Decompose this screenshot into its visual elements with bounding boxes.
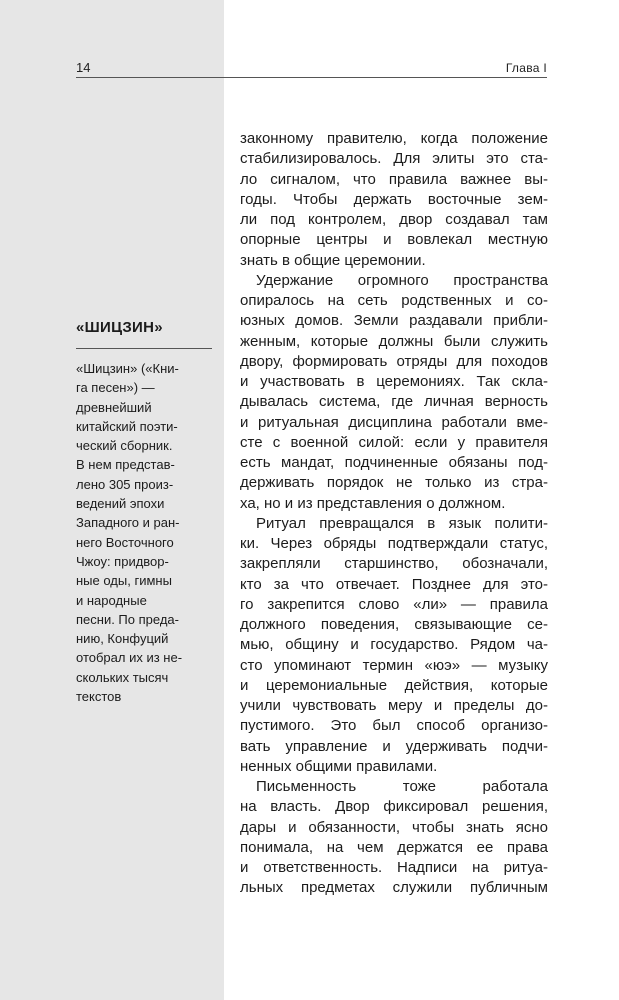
sidenote-line: ческий сборник. [76, 438, 173, 454]
text-line: ненных общими правилами. [240, 757, 438, 775]
text-line: и участвовать в церемониях. Так скла- [240, 373, 548, 390]
sidenote [76, 318, 212, 706]
text-line: годы. Чтобы держать восточные зем- [240, 190, 548, 208]
text-line: Удержание огромного пространства [256, 271, 548, 289]
text-line: знать в общие церемонии. [240, 251, 426, 269]
text-line: пустимого. Это был способ организо- [240, 717, 548, 735]
text-line: есть мандат, подчиненные обязаны под- [240, 454, 548, 471]
sidenote-line: китайский поэти- [76, 418, 178, 434]
sidenote-line: нию, Конфуций [76, 631, 169, 647]
text-line: и ритуальная дисциплина работали вме- [240, 413, 548, 431]
sidenote-line: отобрал их из не- [76, 650, 183, 666]
paragraph [240, 129, 548, 271]
text-line: женным, которые должны были служить [240, 332, 548, 350]
text-line: законному правителю, когда положение [240, 130, 548, 147]
text-line: сте с военной силой: если у правителя [240, 433, 548, 451]
text-line: дывалась система, где личная верность [240, 393, 548, 411]
paragraph [240, 514, 548, 777]
sidenote-body [76, 359, 212, 706]
text-line: понимала, на чем держатся ее права [240, 838, 548, 856]
sidenote-line: древнейший [76, 399, 152, 415]
text-line: юзных домов. Земли раздавали прибли- [240, 312, 548, 330]
text-line: на власть. Двор фиксировал решения, [240, 798, 548, 816]
text-line: ло сигналом, что правила важнее вы- [240, 170, 548, 188]
paragraph [240, 777, 548, 899]
sidenote-line: ные оды, гимны [76, 573, 172, 589]
text-line: кто за что отвечает. Позднее для это- [240, 575, 548, 593]
text-line: опорные центры и вовлекал местную [240, 231, 548, 249]
text-line: двору, формировать отряды для походов [240, 352, 548, 370]
sidenote-line: В нем представ- [76, 457, 175, 473]
paragraph [240, 271, 548, 514]
page-number: 14 [76, 60, 91, 75]
text-line: вать управление и удерживать подчи- [240, 737, 548, 755]
sidenote-line: и народные [76, 592, 147, 608]
text-line: сто упоминают термин «юэ» — музыку [240, 656, 548, 674]
text-line: льных предметах служили публичным [240, 879, 548, 897]
sidenote-rule [76, 348, 212, 349]
text-line: ки. Через обряды подтверждали статус, [240, 535, 548, 552]
sidenote-line: Западного и ран- [76, 515, 180, 531]
sidenote-line: Чжоу: придвор- [76, 553, 169, 569]
text-line: учили чувствовать меру и пределы до- [240, 697, 548, 714]
text-line: держивать порядок не только из стра- [240, 474, 548, 492]
page-header [76, 60, 547, 78]
text-line: опиралось на сеть родственных и со- [240, 292, 548, 309]
sidenote-line: «Шицзин» («Кни- [76, 361, 179, 376]
sidenote-line: скольких тысяч [76, 669, 169, 685]
text-line: ха, но и из представления о должном. [240, 494, 506, 512]
chapter-title: Глава I [505, 61, 547, 75]
text-line: го закрепится слово «ли» — правила [240, 595, 548, 613]
text-line: ли под контролем, двор создавал там [240, 211, 548, 228]
text-line: Письменность тоже работала [256, 778, 548, 795]
text-line: закрепляли старшинство, обозначали, [240, 555, 548, 573]
sidenote-line: лено 305 произ- [76, 476, 174, 492]
main-text [240, 129, 548, 899]
text-line: должного поведения, связывающие се- [240, 616, 548, 633]
header-rule [76, 77, 547, 78]
sidenote-line: ведений эпохи [76, 496, 165, 512]
text-line: мью, общину и государство. Рядом ча- [240, 636, 548, 654]
sidenote-title: «ШИЦЗИН» [76, 319, 163, 336]
sidenote-line: га песен») — [76, 380, 155, 396]
text-line: и ответственность. Надписи на ритуа- [240, 859, 548, 876]
text-line: и церемониальные действия, которые [240, 676, 548, 694]
text-line: Ритуал превращался в язык полити- [256, 514, 548, 532]
sidenote-line: него Восточного [76, 534, 174, 550]
text-line: стабилизировалось. Для элиты это ста- [240, 150, 548, 168]
sidenote-line: текстов [76, 689, 122, 705]
sidenote-line: песни. По преда- [76, 611, 179, 627]
text-line: дары и обязанности, чтобы знать ясно [240, 818, 548, 836]
